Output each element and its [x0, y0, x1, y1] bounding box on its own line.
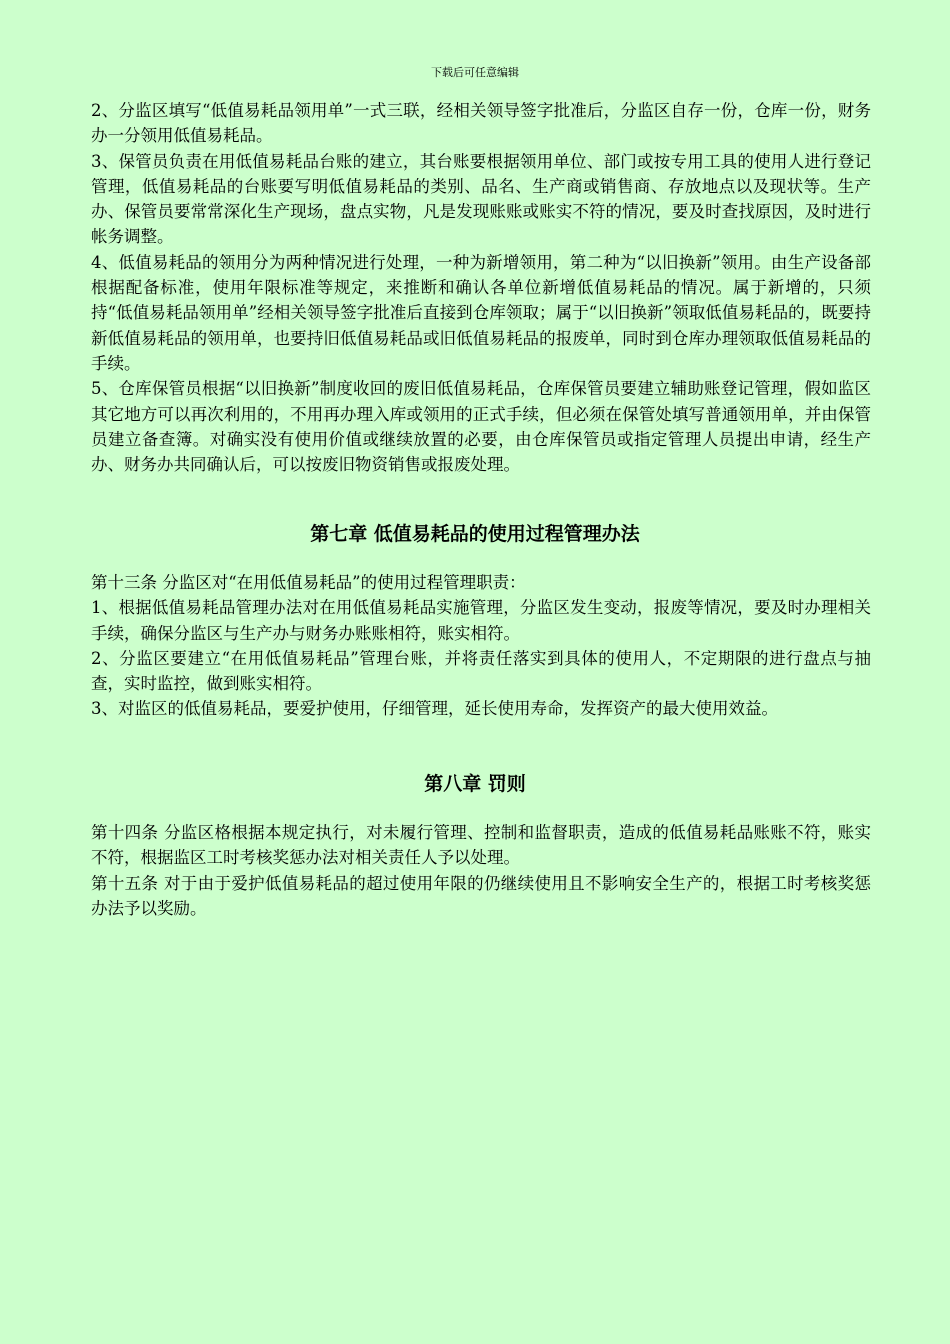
article-13-item-3: 3、对监区的低值易耗品，要爱护使用，仔细管理，延长使用寿命，发挥资产的最大使用效益。	[91, 699, 778, 719]
article-13-item-2: 2、分监区要建立“在用低值易耗品”管理台账，并将责任落实到具体的使用人，不定期限的进行盘点与抽查，实时监控，做到账实相符。	[91, 648, 871, 694]
section-penalties	[91, 820, 871, 921]
paragraph-item-5: 5、仓库保管员根据“以旧换新”制度收回的废旧低值易耗品，仓库保管员要建立辅助账登记管理，假如监区其它地方可以再次利用的，不用再办理入库或领用的正式手续，但必须在保管处填写普通领用单，并由保管员建立备查簿。对确实没有使用价值或继续放置的必要，由仓库保管员或指定管理人员提出申请，经生产办、财务办共同确认后，可以按废旧物资销售或报废处理。	[91, 379, 871, 475]
chapter-7-title: 第七章 低值易耗品的使用过程管理办法	[310, 523, 640, 545]
section-usage-management	[91, 570, 871, 722]
header-note: 下载后可任意编辑	[431, 66, 519, 79]
article-15: 第十五条 对于由于爱护低值易耗品的超过使用年限的仍继续使用且不影响安全生产的，根据工时考核奖惩办法予以奖励。	[91, 873, 871, 918]
section-procurement-rules	[91, 98, 871, 477]
article-13-item-1: 1、根据低值易耗品管理办法对在用低值易耗品实施管理，分监区发生变动，报废等情况，要及时办理相关手续，确保分监区与生产办与财务办账账相符，账实相符。	[91, 598, 871, 643]
paragraph-item-2: 2、分监区填写“低值易耗品领用单”一式三联，经相关领导签字批准后，分监区自存一份，仓库一份，财务办一分领用低值易耗品。	[91, 101, 871, 146]
paragraph-item-4: 4、低值易耗品的领用分为两种情况进行处理，一种为新增领用，第二种为“以旧换新”领用。由生产设备部根据配备标准，使用年限标准等规定，来推断和确认各单位新增低值易耗品的情况。属于新增的，只须持“低值易耗品领用单”经相关领导签字批准后直接到仓库领取；属于“以旧换新”领取低值易耗品的，既要持新低值易耗品的领用单，也要持旧低值易耗品或旧低值易耗品的报废单，同时到仓库办理领取低值易耗品的手续。	[91, 252, 871, 373]
chapter-8-title: 第八章 罚则	[424, 773, 526, 795]
article-14: 第十四条 分监区格根据本规定执行，对未履行管理、控制和监督职责，造成的低值易耗品账账不符，账实不符，根据监区工时考核奖惩办法对相关责任人予以处理。	[91, 823, 871, 868]
article-13: 第十三条 分监区对“在用低值易耗品”的使用过程管理职责：	[91, 573, 526, 592]
paragraph-item-3: 3、保管员负责在用低值易耗品台账的建立，其台账要根据领用单位、部门或按专用工具的使用人进行登记管理，低值易耗品的台账要写明低值易耗品的类别、品名、生产商或销售商、存放地点以及现状等。生产办、保管员要常常深化生产现场，盘点实物，凡是发现账账或账实不符的情况，要及时查找原因，及时进行帐务调整。	[91, 151, 871, 247]
